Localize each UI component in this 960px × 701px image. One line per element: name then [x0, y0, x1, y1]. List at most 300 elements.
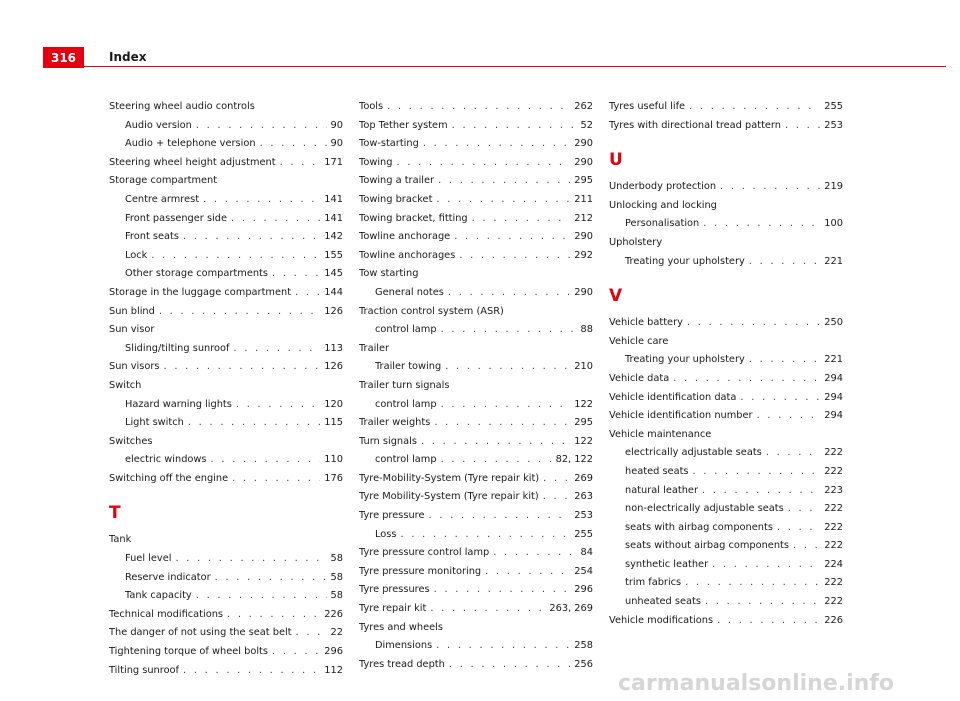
entry-page: 144 — [324, 286, 343, 298]
index-entry — [109, 247, 343, 266]
entry-page: 222 — [824, 521, 843, 533]
entry-label: natural leather — [625, 484, 698, 496]
index-entry — [109, 303, 343, 322]
entry-label: Tools — [359, 101, 384, 112]
index-entry — [109, 265, 343, 284]
page-header — [0, 0, 960, 72]
index-heading: Upholstery — [609, 236, 663, 248]
entry-label: Tyres with directional tread pattern — [609, 119, 781, 131]
entry-label: The danger of not using the seat belt — [109, 627, 292, 639]
entry-page: 254 — [574, 565, 593, 577]
entry-label: Light switch — [125, 417, 184, 429]
index-entry — [359, 507, 593, 526]
index-entry — [109, 451, 343, 470]
index-entry — [609, 537, 843, 556]
entry-label: Tow-starting — [359, 138, 419, 150]
leader-dots — [689, 98, 820, 117]
entry-label: Tyres tread depth — [359, 658, 445, 670]
leader-dots — [236, 396, 320, 415]
entry-label: Tightening torque of wheel bolts — [109, 646, 268, 658]
entry-page: 211 — [574, 193, 593, 205]
leader-dots — [188, 414, 320, 433]
entry-page: 52 — [580, 119, 593, 131]
entry-label: Towing bracket — [359, 193, 433, 205]
index-entry — [609, 314, 843, 333]
index-entry — [359, 637, 593, 656]
entry-label: Hazard warning lights — [125, 398, 232, 410]
entry-label: Sun blind — [109, 305, 155, 317]
entry-page: 90 — [330, 119, 343, 131]
index-entry — [109, 414, 343, 433]
entry-label: Switching off the engine — [109, 472, 229, 484]
index-entry — [609, 482, 843, 501]
entry-page: 256 — [574, 658, 593, 670]
leader-dots — [175, 550, 326, 569]
entry-page: 82, 122 — [555, 454, 593, 466]
index-entry — [359, 358, 593, 377]
leader-dots — [702, 482, 820, 501]
index-entry — [359, 247, 593, 266]
index-entry — [109, 135, 343, 154]
leader-dots — [232, 470, 320, 489]
index-entry — [359, 135, 593, 154]
index-entry — [359, 191, 593, 210]
index-heading: Trailer turn signals — [359, 379, 450, 391]
index-entry — [609, 215, 843, 234]
entry-page: 222 — [824, 540, 843, 552]
entry-page: 255 — [824, 101, 843, 112]
entry-label: Vehicle battery — [609, 317, 683, 329]
entry-page: 253 — [574, 510, 593, 522]
entry-page: 126 — [324, 305, 343, 317]
entry-page: 22 — [330, 627, 343, 639]
index-heading: Storage compartment — [109, 175, 218, 187]
index-entry — [359, 284, 593, 303]
leader-dots — [234, 340, 321, 359]
index-entry — [609, 389, 843, 408]
leader-dots — [296, 624, 327, 643]
entry-page: 263 — [574, 491, 593, 503]
leader-dots — [793, 537, 820, 556]
leader-dots — [673, 370, 820, 389]
leader-dots — [183, 662, 320, 681]
index-entry — [109, 606, 343, 625]
entry-page: 219 — [824, 181, 843, 193]
leader-dots — [231, 210, 320, 229]
entry-page: 292 — [574, 249, 593, 261]
index-entry — [109, 284, 343, 303]
entry-page: 222 — [824, 503, 843, 515]
entry-label: Tyres useful life — [609, 101, 686, 112]
index-heading: Sun visor — [109, 324, 155, 336]
index-entry — [359, 154, 593, 173]
leader-dots — [445, 358, 570, 377]
index-column-2 — [359, 98, 593, 674]
entry-page: 210 — [574, 361, 593, 373]
leader-dots — [441, 451, 552, 470]
index-entry — [109, 191, 343, 210]
index-heading: Vehicle maintenance — [609, 428, 712, 440]
index-entry — [609, 178, 843, 197]
entry-page: 58 — [330, 571, 343, 583]
entry-label: Centre armrest — [125, 193, 200, 205]
entry-label: seats with airbag components — [625, 521, 773, 533]
index-entry — [359, 470, 593, 489]
entry-page: 176 — [324, 472, 343, 484]
entry-page: 212 — [574, 212, 593, 224]
leader-dots — [454, 228, 570, 247]
entry-page: 100 — [824, 218, 843, 230]
leader-dots — [434, 414, 570, 433]
entry-page: 155 — [324, 249, 343, 261]
entry-label: electrically adjustable seats — [625, 447, 762, 459]
entry-label: Treating your upholstery — [625, 255, 745, 267]
index-entry — [609, 519, 843, 538]
leader-dots — [429, 507, 571, 526]
entry-page: 250 — [824, 317, 843, 329]
leader-dots — [430, 600, 545, 619]
leader-dots — [436, 637, 570, 656]
index-entry — [609, 98, 843, 117]
index-entry — [359, 210, 593, 229]
index-entry — [609, 463, 843, 482]
leader-dots — [740, 389, 820, 408]
entry-label: Steering wheel height adjustment — [109, 156, 276, 168]
entry-page: 142 — [324, 231, 343, 243]
index-entry — [359, 656, 593, 675]
entry-page: 223 — [824, 484, 843, 496]
index-entry — [609, 253, 843, 272]
leader-dots — [441, 321, 577, 340]
leader-dots — [421, 433, 570, 452]
index-entry — [359, 544, 593, 563]
entry-page: 112 — [324, 664, 343, 676]
entry-page: 122 — [574, 435, 593, 447]
leader-dots — [196, 117, 327, 136]
section-title: Index — [109, 50, 147, 64]
index-entry — [609, 612, 843, 631]
leader-dots — [712, 556, 820, 575]
index-heading: Steering wheel audio controls — [109, 101, 255, 112]
entry-page: 141 — [324, 193, 343, 205]
index-heading: Trailer — [359, 342, 390, 354]
index-entry — [359, 451, 593, 470]
entry-label: Tyre-Mobility-System (Tyre repair kit) — [359, 472, 540, 484]
index-heading: Tyres and wheels — [359, 621, 443, 633]
index-heading: Switches — [109, 435, 153, 447]
index-entry — [109, 154, 343, 173]
entry-label: Vehicle identification number — [609, 410, 753, 422]
entry-page: 262 — [574, 101, 593, 112]
entry-page: 224 — [824, 558, 843, 570]
entry-page: 88 — [580, 324, 593, 336]
entry-page: 222 — [824, 577, 843, 589]
entry-page: 295 — [574, 175, 593, 187]
leader-dots — [693, 463, 821, 482]
leader-dots — [485, 563, 570, 582]
index-entry — [359, 228, 593, 247]
index-entry — [359, 321, 593, 340]
entry-label: Fuel level — [125, 553, 172, 565]
entry-label: Lock — [125, 249, 148, 261]
entry-page: 290 — [574, 286, 593, 298]
entry-label: Tyre pressure — [359, 510, 425, 522]
entry-label: Towing — [359, 156, 393, 168]
leader-dots — [434, 581, 571, 600]
index-entry — [609, 407, 843, 426]
leader-dots — [720, 178, 820, 197]
index-heading: Unlocking and locking — [609, 199, 717, 211]
entry-page: 221 — [824, 354, 843, 366]
index-entry — [609, 574, 843, 593]
index-heading: Vehicle care — [609, 335, 669, 347]
index-column-3 — [609, 98, 843, 630]
entry-page: 222 — [824, 596, 843, 608]
entry-label: electric windows — [125, 454, 207, 466]
leader-dots — [459, 247, 570, 266]
entry-label: Technical modifications — [109, 608, 224, 620]
leader-dots — [766, 444, 821, 463]
entry-label: Vehicle data — [609, 372, 670, 384]
entry-label: Tank capacity — [125, 590, 192, 602]
entry-label: Front passenger side — [125, 212, 228, 224]
entry-label: Dimensions — [375, 640, 433, 652]
entry-page: 294 — [824, 391, 843, 403]
leader-dots — [788, 500, 821, 519]
entry-label: Audio + telephone version — [125, 138, 256, 150]
index-heading: Tow starting — [359, 268, 419, 280]
leader-dots — [436, 191, 570, 210]
index-entry — [109, 662, 343, 681]
entry-label: Loss — [375, 528, 397, 540]
entry-page: 290 — [574, 138, 593, 150]
leader-dots — [452, 117, 577, 136]
index-entry — [609, 444, 843, 463]
leader-dots — [183, 228, 320, 247]
entry-label: control lamp — [375, 454, 437, 466]
leader-dots — [448, 284, 570, 303]
leader-dots — [260, 135, 327, 154]
leader-dots — [387, 98, 570, 117]
leader-dots — [280, 154, 321, 173]
leader-dots — [777, 519, 820, 538]
index-heading: Traction control system (ASR) — [359, 305, 504, 317]
entry-label: Towing bracket, fitting — [359, 212, 468, 224]
index-entry — [109, 470, 343, 489]
index-letter-u: U — [609, 150, 623, 171]
entry-label: Treating your upholstery — [625, 354, 745, 366]
index-entry — [359, 98, 593, 117]
entry-label: Vehicle modifications — [609, 614, 714, 626]
index-entry — [359, 526, 593, 545]
index-entry — [109, 396, 343, 415]
leader-dots — [705, 593, 820, 612]
leader-dots — [757, 407, 821, 426]
entry-label: Tyre pressure control lamp — [359, 547, 490, 559]
entry-label: heated seats — [625, 465, 689, 477]
leader-dots — [472, 210, 571, 229]
leader-dots — [401, 526, 571, 545]
entry-page: 222 — [824, 447, 843, 459]
index-heading: Tank — [109, 534, 132, 546]
index-entry — [359, 488, 593, 507]
index-entry — [109, 624, 343, 643]
entry-label: seats without airbag components — [625, 540, 789, 552]
leader-dots — [215, 569, 327, 588]
entry-label: Tyre pressure monitoring — [359, 565, 482, 577]
index-entry — [109, 210, 343, 229]
entry-label: Storage in the luggage compartment — [109, 286, 292, 298]
leader-dots — [272, 643, 320, 662]
index-entry — [609, 500, 843, 519]
index-entry — [109, 550, 343, 569]
entry-page: 296 — [324, 646, 343, 658]
index-entry — [359, 414, 593, 433]
leader-dots — [438, 172, 570, 191]
entry-page: 141 — [324, 212, 343, 224]
entry-label: trim fabrics — [625, 577, 682, 589]
entry-label: non-electrically adjustable seats — [625, 503, 784, 515]
watermark: carmanualsonline.info — [618, 671, 894, 696]
entry-page: 290 — [574, 156, 593, 168]
leader-dots — [687, 314, 820, 333]
leader-dots — [164, 358, 321, 377]
entry-page: 126 — [324, 361, 343, 373]
entry-label: Turn signals — [359, 435, 417, 447]
entry-label: Tyre pressures — [359, 584, 430, 596]
entry-page: 84 — [580, 547, 593, 559]
index-letter-t: T — [109, 503, 121, 524]
entry-page: 295 — [574, 417, 593, 429]
entry-label: Underbody protection — [609, 181, 717, 193]
entry-page: 58 — [330, 590, 343, 602]
index-entry — [109, 228, 343, 247]
index-letter-v: V — [609, 286, 623, 307]
leader-dots — [449, 656, 570, 675]
index-column-1 — [109, 98, 343, 680]
leader-dots — [685, 574, 820, 593]
entry-page: 226 — [324, 608, 343, 620]
leader-dots — [203, 191, 320, 210]
leader-dots — [272, 265, 320, 284]
entry-label: Tilting sunroof — [109, 664, 180, 676]
entry-label: unheated seats — [625, 596, 701, 608]
index-entry — [609, 370, 843, 389]
entry-page: 171 — [324, 156, 343, 168]
leader-dots — [785, 117, 820, 136]
index-heading: Switch — [109, 379, 142, 391]
leader-dots — [749, 351, 821, 370]
entry-page: 145 — [324, 268, 343, 280]
entry-label: Sun visors — [109, 361, 160, 373]
entry-label: Towing a trailer — [359, 175, 435, 187]
leader-dots — [703, 215, 820, 234]
entry-label: control lamp — [375, 324, 437, 336]
index-entry — [609, 117, 843, 136]
index-entry — [359, 172, 593, 191]
index-entry — [609, 593, 843, 612]
entry-page: 269 — [574, 472, 593, 484]
entry-page: 258 — [574, 640, 593, 652]
leader-dots — [159, 303, 320, 322]
entry-page: 113 — [324, 342, 343, 354]
index-entry — [109, 569, 343, 588]
index-entry — [359, 600, 593, 619]
leader-dots — [423, 135, 570, 154]
entry-label: Tyre repair kit — [359, 603, 427, 615]
index-entry — [609, 556, 843, 575]
entry-label: Trailer towing — [375, 361, 442, 373]
entry-page: 294 — [824, 410, 843, 422]
entry-page: 115 — [324, 417, 343, 429]
page-number: 316 — [43, 47, 84, 68]
entry-label: synthetic leather — [625, 558, 709, 570]
index-entry — [359, 563, 593, 582]
index-entry — [109, 643, 343, 662]
leader-dots — [717, 612, 820, 631]
leader-dots — [211, 451, 321, 470]
entry-page: 294 — [824, 372, 843, 384]
leader-dots — [441, 396, 571, 415]
entry-page: 290 — [574, 231, 593, 243]
entry-label: Tyre Mobility-System (Tyre repair kit) — [359, 491, 539, 503]
index-entry — [109, 340, 343, 359]
entry-label: Personalisation — [625, 218, 700, 230]
entry-page: 263, 269 — [549, 603, 593, 615]
entry-label: Trailer weights — [359, 417, 431, 429]
leader-dots — [396, 154, 570, 173]
entry-label: control lamp — [375, 398, 437, 410]
index-entry — [609, 351, 843, 370]
index-entry — [109, 587, 343, 606]
leader-dots — [543, 470, 570, 489]
leader-dots — [151, 247, 320, 266]
entry-page: 226 — [824, 614, 843, 626]
index-entry — [359, 433, 593, 452]
index-entry — [109, 117, 343, 136]
leader-dots — [227, 606, 320, 625]
entry-label: Top Tether system — [359, 119, 448, 131]
index-entry — [359, 396, 593, 415]
entry-label: General notes — [375, 286, 444, 298]
entry-page: 222 — [824, 465, 843, 477]
entry-label: Vehicle identification data — [609, 391, 737, 403]
entry-page: 122 — [574, 398, 593, 410]
entry-page: 296 — [574, 584, 593, 596]
entry-page: 120 — [324, 398, 343, 410]
index-entry — [359, 581, 593, 600]
entry-label: Sliding/tilting sunroof — [125, 342, 230, 354]
index-entry — [109, 358, 343, 377]
entry-page: 221 — [824, 255, 843, 267]
entry-page: 58 — [330, 553, 343, 565]
leader-dots — [196, 587, 327, 606]
leader-dots — [749, 253, 821, 272]
entry-label: Other storage compartments — [125, 268, 269, 280]
entry-page: 90 — [330, 138, 343, 150]
entry-label: Towline anchorage — [359, 231, 451, 243]
leader-dots — [295, 284, 320, 303]
index-entry — [359, 117, 593, 136]
entry-page: 253 — [824, 119, 843, 131]
entry-page: 255 — [574, 528, 593, 540]
leader-dots — [493, 544, 576, 563]
entry-label: Front seats — [125, 231, 179, 243]
entry-label: Reserve indicator — [125, 571, 211, 583]
header-rule — [84, 66, 946, 67]
entry-label: Audio version — [125, 119, 192, 131]
entry-label: Towline anchorages — [359, 249, 456, 261]
